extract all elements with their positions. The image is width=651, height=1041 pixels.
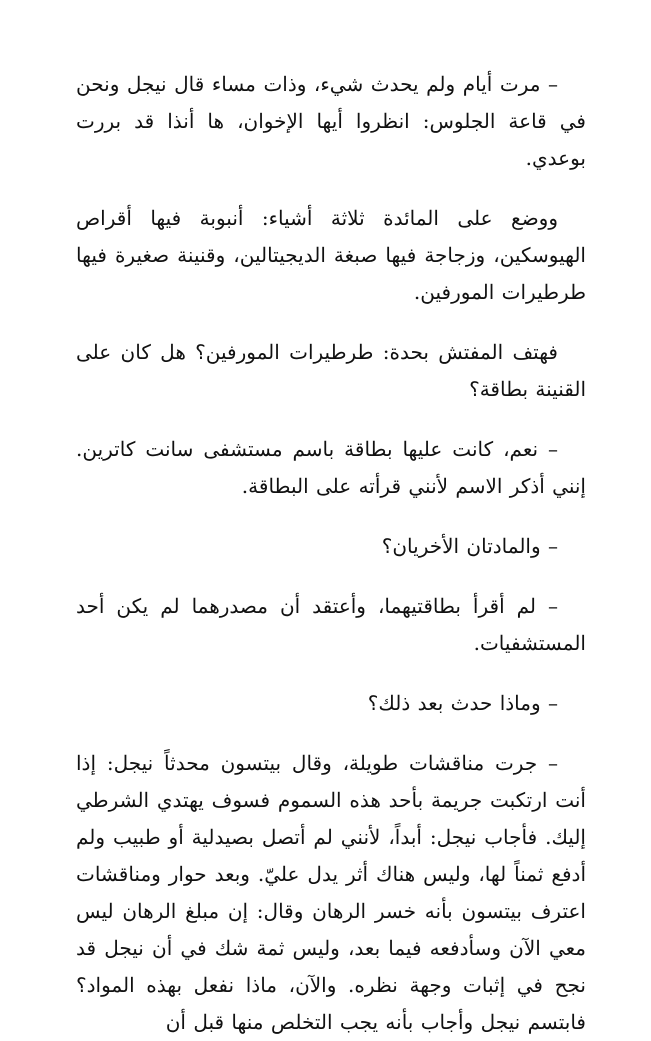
paragraph-1: – مرت أيام ولم يحدث شيء، وذات مساء قال نيجل ونحن في قاعة الجلوس: انظروا أيها الإخوان، ها أنذا قد بررت بوعدي. bbox=[76, 72, 586, 170]
paragraph-6: – لم أقرأ بطاقتيهما، وأعتقد أن مصدرهما لم يكن أحد المستشفيات. bbox=[76, 594, 586, 655]
paragraph-8: – جرت مناقشات طويلة، وقال بيتسون محدثاً نيجل: إذا أنت ارتكبت جريمة بأحد هذه السموم فسوف يهتدي الشرطي إليك. فأجاب نيجل: أبداً، لأنني لم أتصل بصيدلية أو طبيب ولم أدفع ثمناً لها، وليس هناك أثر يدل عليّ. وبعد حوار ومناقشات اعترف بيتسون بأنه خسر الرهان وقال: إن مبلغ الرهان ليس معي الآن وسأدفعه فيما بعد، وليس ثمة شك في أن نيجل قد نجح في إثبات وجهة نظره. والآن، ماذا نفعل بهذه المواد؟ فابتسم نيجل وأجاب بأنه يجب التخلص منها قبل أن bbox=[76, 751, 586, 1034]
paragraph-2: ووضع على المائدة ثلاثة أشياء: أنبوبة فيها أقراص الهيوسكين، وزجاجة فيها صبغة الديجيتالين، وقنينة صغيرة فيها طرطيرات المورفين. bbox=[76, 206, 586, 304]
document-page bbox=[76, 66, 586, 1041]
paragraph-4: – نعم، كانت عليها بطاقة باسم مستشفى سانت كاترين. إنني أذكر الاسم لأنني قرأته على البطاقة. bbox=[76, 437, 586, 498]
paragraph-5: – والمادتان الأخريان؟ bbox=[381, 534, 558, 558]
paragraph-7: – وماذا حدث بعد ذلك؟ bbox=[367, 691, 558, 715]
paragraph-3: فهتف المفتش بحدة: طرطيرات المورفين؟ هل كان على القنينة بطاقة؟ bbox=[76, 340, 586, 401]
